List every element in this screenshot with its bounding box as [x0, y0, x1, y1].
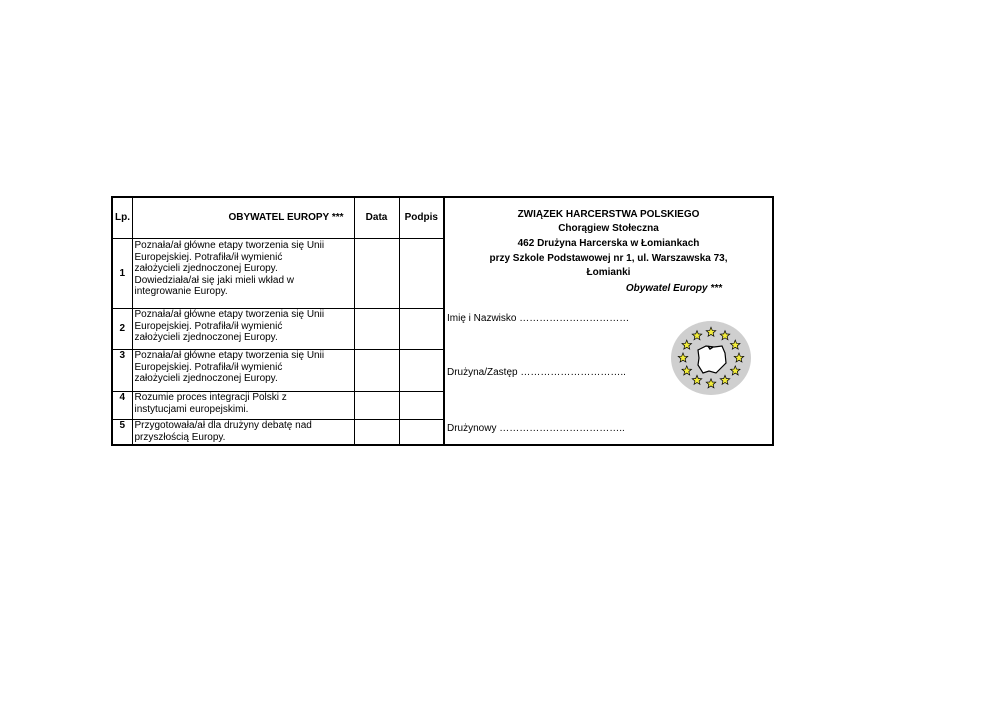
date-cell[interactable]: [354, 350, 399, 392]
badge-title: Obywatel Europy ***: [625, 283, 722, 294]
requirement-line: Poznała/ał główne etapy tworzenia się Unii: [134, 309, 325, 320]
banner-name: Chorągiew Stołeczna: [558, 223, 659, 234]
date-cell[interactable]: [354, 392, 399, 420]
card-info-panel: [445, 198, 772, 444]
requirements-table: [113, 198, 443, 445]
requirement-line: przyszłością Europy.: [134, 431, 226, 443]
requirement-line: Przygotowała/ał dla drużyny debatę nad: [134, 420, 312, 431]
row-number: 2: [113, 309, 132, 350]
requirement-text: [132, 239, 354, 309]
team-field[interactable]: Drużyna/Zastęp …………………………..: [447, 367, 626, 378]
requirement-line: Europejskiej. Potrafiła/ił wymienić: [134, 361, 283, 373]
team-name: 462 Drużyna Harcerska w Łomiankach: [517, 238, 700, 249]
table-row: [113, 392, 443, 420]
requirement-text: [132, 392, 354, 420]
table-row: [113, 350, 443, 392]
date-cell[interactable]: [354, 420, 399, 445]
requirement-line: założycieli zjednoczonej Europy.: [134, 373, 278, 385]
badge-card: [111, 196, 774, 446]
signature-cell[interactable]: [399, 239, 443, 309]
town-name: Łomianki: [586, 267, 631, 278]
signature-cell[interactable]: [399, 309, 443, 350]
requirement-text: [132, 420, 354, 445]
school-address: przy Szkole Podstawowej nr 1, ul. Warszawska 73,: [489, 253, 728, 264]
row-number: 3: [113, 350, 132, 392]
requirements-table-area: [113, 198, 443, 444]
requirement-line: Poznała/ał główne etapy tworzenia się Unii: [134, 350, 325, 361]
requirement-line: instytucjami europejskimi.: [134, 403, 249, 415]
org-name: ZWIĄZEK HARCERSTWA POLSKIEGO: [517, 209, 700, 220]
requirement-line: Dowiedziała/ał się jaki mieli wkład w: [134, 274, 295, 286]
row-number: 5: [113, 420, 132, 445]
requirement-line: integrowanie Europy.: [134, 286, 228, 298]
requirement-line: Rozumie proces integracji Polski z: [134, 392, 287, 403]
requirement-line: Europejskiej. Potrafiła/ił wymienić: [134, 251, 283, 263]
name-field[interactable]: Imię i Nazwisko ……………………………: [447, 313, 630, 324]
table-row: [113, 309, 443, 350]
requirement-line: założycieli zjednoczonej Europy.: [134, 263, 278, 275]
row-number: 4: [113, 392, 132, 420]
signature-cell[interactable]: [399, 420, 443, 445]
date-cell[interactable]: [354, 309, 399, 350]
europe-emblem-icon: [670, 320, 752, 396]
header-lp: Lp.: [113, 198, 132, 239]
header-title: OBYWATEL EUROPY ***: [132, 198, 354, 239]
row-number: 1: [113, 239, 132, 309]
signature-cell[interactable]: [399, 392, 443, 420]
table-header-row: [113, 198, 443, 239]
requirement-line: Europejskiej. Potrafiła/ił wymienić: [134, 320, 283, 332]
requirement-text: [132, 350, 354, 392]
requirement-line: założycieli zjednoczonej Europy.: [134, 332, 278, 344]
header-data: Data: [354, 198, 399, 239]
leader-field[interactable]: Drużynowy ………………………………..: [447, 423, 625, 434]
badge-title-wrap: [626, 282, 722, 295]
signature-cell[interactable]: [399, 350, 443, 392]
requirement-text: [132, 309, 354, 350]
date-cell[interactable]: [354, 239, 399, 309]
table-row: [113, 239, 443, 309]
requirement-line: Poznała/ał główne etapy tworzenia się Unii: [134, 240, 325, 251]
table-row: [113, 420, 443, 445]
header-podpis: Podpis: [399, 198, 443, 239]
